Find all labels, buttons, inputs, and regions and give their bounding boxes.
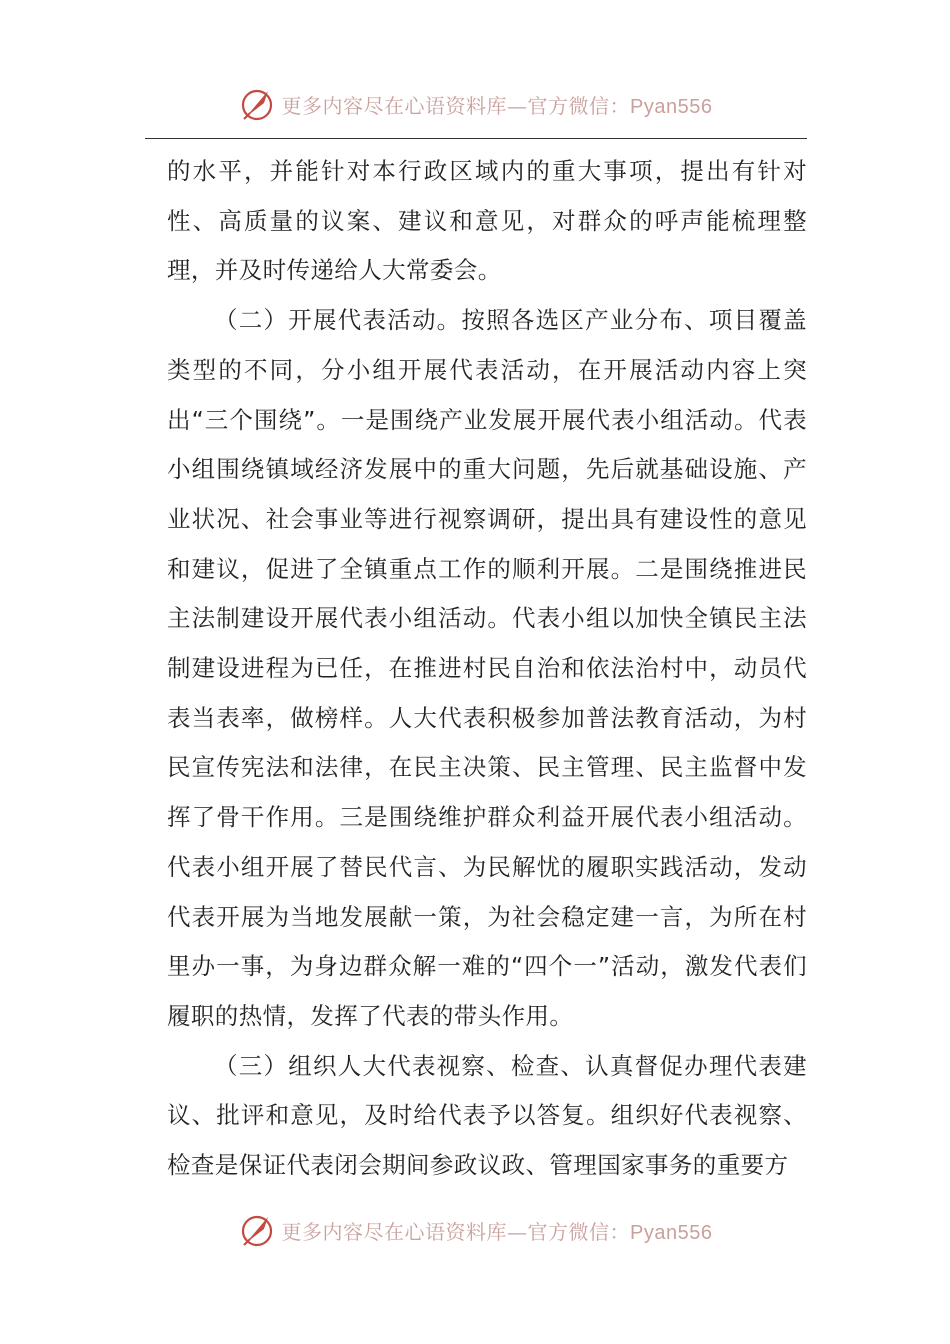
quill-logo-icon xyxy=(238,85,276,123)
document-body xyxy=(167,147,807,1191)
watermark-text: 更多内容尽在心语资料库—官方微信：Pyan556 xyxy=(281,1219,713,1244)
header-watermark xyxy=(0,82,950,126)
paragraph-section-three: （三）组织人大代表视察、检查、认真督促办理代表建议、批评和意见，及时给代表予以答复。组织好代表视察、检查是保证代表闭会期间参政议政、管理国家事务的重要方 xyxy=(167,1051,807,1180)
footer-watermark xyxy=(0,1208,950,1252)
paragraph-continuation: 的水平，并能针对本行政区域内的重大事项，提出有针对性、高质量的议案、建议和意见，对群众的呼声能梳理整理，并及时传递给人大常委会。 xyxy=(167,157,807,285)
header-divider xyxy=(145,138,807,139)
paragraph-section-two: （二）开展代表活动。按照各选区产业分布、项目覆盖类型的不同，分小组开展代表活动，在开展活动内容上突出“三个围绕”。一是围绕产业发展开展代表小组活动。代表小组围绕镇域经济发展中的重大问题，先后就基础设施、产业状况、社会事业等进行视察调研，提出具有建设性的意见和建议，促进了全镇重点工作的顺利开展。二是围绕推进民主法制建设开展代表小组活动。代表小组以加快全镇民主法制建设进程为已任，在推进村民自治和依法治村中，动员代表当表率，做榜样。人大代表积极参加普法教育活动，为村民宣传宪法和法律，在民主决策、民主管理、民主监督中发挥了骨干作用。三是围绕维护群众利益开展代表小组活动。代表小组开展了替民代言、为民解忧的履职实践活动，发动代表开展为当地发展献一策，为社会稳定建一言，为所在村里办一事，为身边群众解一难的“四个一”活动，激发代表们履职的热情，发挥了代表的带头作用。 xyxy=(167,306,807,1030)
quill-logo-icon xyxy=(238,1211,276,1249)
watermark-text: 更多内容尽在心语资料库—官方微信：Pyan556 xyxy=(281,93,713,118)
